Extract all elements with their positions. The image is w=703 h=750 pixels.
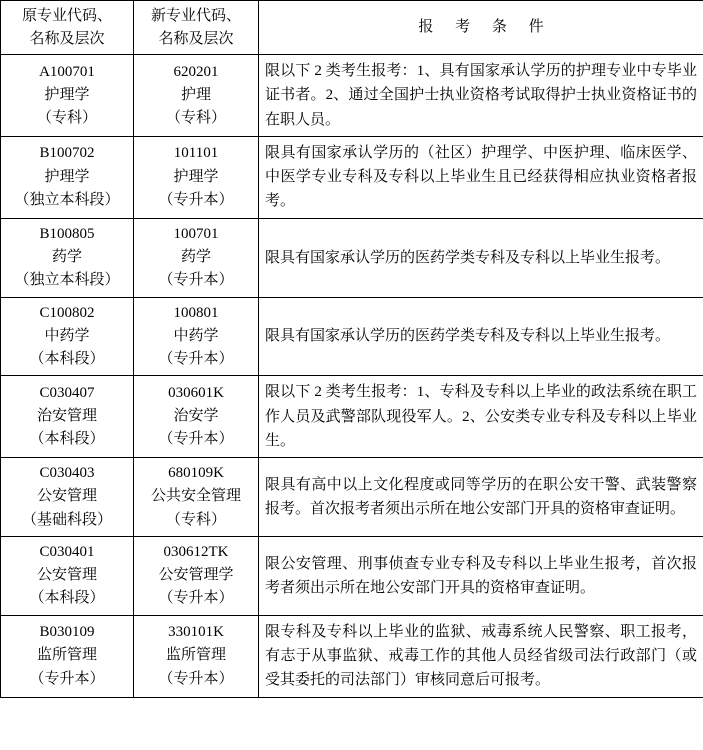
requirements-cell	[259, 218, 703, 297]
old-major-code: C030407	[39, 384, 95, 401]
old-major-name: 治安管理	[36, 408, 97, 425]
requirements-text: 限公安管理、刑事侦查专业专科及专科以上毕业生报考，首次报考者须出示所在地公安部门开具的资格审查证明。	[265, 555, 697, 596]
old-major-code: B030109	[39, 624, 95, 641]
new-major-name: 公安管理学	[158, 567, 234, 584]
new-major-cell	[134, 376, 259, 458]
new-major-code: 680109K	[168, 465, 224, 482]
new-major-code: 100801	[173, 304, 219, 321]
new-major-cell	[134, 615, 259, 697]
old-major-name: 药学	[51, 249, 82, 266]
new-major-cell	[134, 218, 259, 297]
new-major-level: （专科）	[165, 110, 226, 127]
new-major-code: 101101	[173, 145, 219, 162]
old-major-name: 公安管理	[36, 567, 97, 584]
table-header-row	[1, 1, 703, 55]
old-major-level: （本科段）	[29, 351, 105, 368]
old-major-code: C030401	[39, 543, 95, 560]
table-header	[1, 1, 703, 55]
column-header-new-major-line2: 名称及层次	[158, 30, 234, 47]
new-major-code: 100701	[173, 225, 219, 242]
new-major-level: （专升本）	[158, 351, 234, 368]
requirements-cell	[259, 458, 703, 537]
old-major-code: C100802	[39, 304, 95, 321]
requirements-cell	[259, 615, 703, 697]
table-row	[1, 136, 703, 218]
new-major-level: （专升本）	[158, 191, 234, 208]
new-major-level: （专科）	[165, 511, 226, 528]
new-major-code: 330101K	[168, 624, 224, 641]
old-major-cell	[1, 55, 134, 137]
new-major-level: （专升本）	[158, 590, 234, 607]
old-major-code: B100805	[39, 225, 95, 242]
table-row	[1, 376, 703, 458]
table-row	[1, 536, 703, 615]
column-header-new-major-line1: 新专业代码、	[150, 8, 241, 24]
new-major-cell	[134, 297, 259, 376]
requirements-text: 限具有国家承认学历的（社区）护理学、中医护理、临床医学、中医学专业专科及专科以上毕业生且已经获得相应执业资格者报考。	[265, 144, 697, 210]
requirements-cell	[259, 376, 703, 458]
new-major-name: 监所管理	[165, 647, 226, 664]
old-major-level: （独立本科段）	[14, 191, 120, 208]
requirements-text: 限具有国家承认学历的医药学类专科及专科以上毕业生报考。	[265, 249, 671, 266]
new-major-cell	[134, 136, 259, 218]
old-major-cell	[1, 218, 134, 297]
requirements-text: 限具有国家承认学历的医药学类专科及专科以上毕业生报考。	[265, 328, 671, 345]
old-major-level: （本科段）	[29, 590, 105, 607]
old-major-level: （专升本）	[29, 670, 105, 687]
new-major-code: 030601K	[168, 384, 224, 401]
old-major-cell	[1, 376, 134, 458]
old-major-level: （独立本科段）	[14, 272, 120, 289]
new-major-name: 护理学	[173, 168, 219, 185]
new-major-cell	[134, 458, 259, 537]
new-major-name: 治安学	[173, 408, 219, 425]
requirements-text: 限具有高中以上文化程度或同等学历的在职公安干警、武装警察报考。首次报考者须出示所在地公安部门开具的资格审查证明。	[265, 476, 697, 518]
column-header-new-major	[134, 1, 259, 55]
column-header-requirements: 报 考 条 件	[259, 1, 703, 55]
old-major-cell	[1, 297, 134, 376]
new-major-level: （专升本）	[158, 431, 234, 448]
old-major-level: （基础科段）	[21, 511, 112, 528]
old-major-cell	[1, 536, 134, 615]
requirements-cell	[259, 55, 703, 137]
old-major-code: C030403	[39, 465, 95, 482]
table-row	[1, 615, 703, 697]
table-row	[1, 458, 703, 537]
new-major-name: 护理	[180, 86, 211, 103]
column-header-old-major-line1: 原专业代码、	[21, 8, 112, 24]
old-major-level: （专科）	[36, 110, 97, 127]
table-body	[1, 55, 703, 698]
old-major-name: 公安管理	[36, 488, 97, 505]
old-major-level: （本科段）	[29, 431, 105, 448]
old-major-cell	[1, 458, 134, 537]
old-major-name: 中药学	[44, 327, 90, 344]
old-major-name: 护理学	[44, 168, 90, 185]
new-major-name: 公共安全管理	[150, 488, 241, 505]
old-major-code: A100701	[39, 63, 95, 80]
table-row	[1, 218, 703, 297]
new-major-level: （专升本）	[158, 272, 234, 289]
requirements-cell	[259, 297, 703, 376]
new-major-cell	[134, 536, 259, 615]
old-major-name: 护理学	[44, 86, 90, 103]
requirements-text: 限以下 2 类考生报考：1、专科及专科以上毕业的政法系统在职工作人员及武警部队现役军人。2、公安类专业专科及专科以上毕业生。	[265, 384, 697, 449]
table-row	[1, 297, 703, 376]
requirements-text: 限专科及专科以上毕业的监狱、戒毒系统人民警察、职工报考，有志于从事监狱、戒毒工作的其他人员经省级司法行政部门（或受其委托的司法部门）审核同意后可报考。	[265, 623, 697, 689]
old-major-name: 监所管理	[36, 647, 97, 664]
old-major-code: B100702	[39, 145, 95, 162]
new-major-code: 030612TK	[163, 543, 229, 560]
new-major-cell	[134, 55, 259, 137]
new-major-name: 中药学	[173, 327, 219, 344]
new-major-level: （专升本）	[158, 670, 234, 687]
table-row	[1, 55, 703, 137]
old-major-cell	[1, 615, 134, 697]
new-major-code: 620201	[173, 63, 219, 80]
new-major-name: 药学	[180, 249, 211, 266]
requirements-cell	[259, 136, 703, 218]
requirements-cell	[259, 536, 703, 615]
column-header-old-major	[1, 1, 134, 55]
column-header-old-major-line2: 名称及层次	[29, 30, 105, 47]
old-major-cell	[1, 136, 134, 218]
requirements-text: 限以下 2 类考生报考：1、具有国家承认学历的护理专业中专毕业证书者。2、通过全国护士执业资格考试取得护士执业资格证书的在职人员。	[265, 63, 697, 128]
